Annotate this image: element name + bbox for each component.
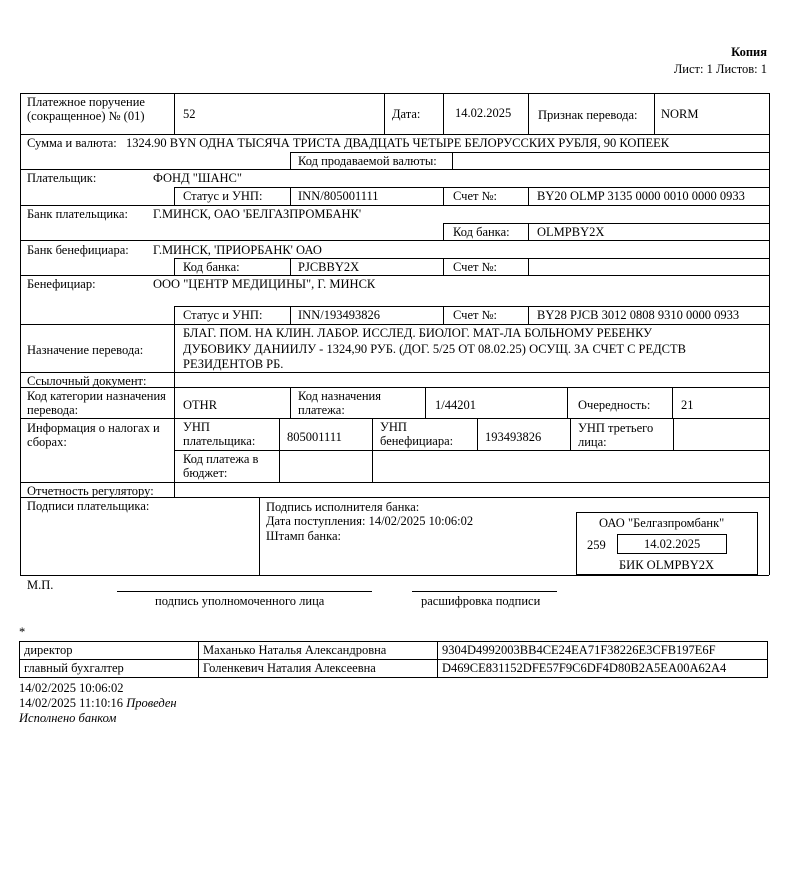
priority-label: Очередность: — [578, 398, 651, 412]
signer-name: Маханько Наталья Александровна — [199, 642, 438, 660]
authorized-sign-caption: подпись уполномоченного лица — [155, 594, 325, 608]
payer-status-label: Статус и УНП: — [183, 189, 263, 203]
payer-account: BY20 OLMP 3135 0000 0010 0000 0933 — [537, 189, 745, 203]
amount-text: 1324.90 BYN ОДНА ТЫСЯЧА ТРИСТА ДВАДЦАТЬ ЧЕТЫРЕ БЕЛОРУССКИХ РУБЛЯ, 90 КОПЕЕК — [126, 136, 670, 150]
date-label: Дата: — [392, 107, 421, 121]
sold-currency-label: Код продаваемой валюты: — [298, 154, 437, 168]
bank-executor-label: Подпись исполнителя банка: — [266, 500, 420, 514]
beneficiary-bank-label: Банк бенефициара: — [27, 243, 129, 257]
beneficiary-bank-name: Г.МИНСК, 'ПРИОРБАНК' ОАО — [153, 243, 322, 257]
third-party-unp-label: УНП третьего лица: — [578, 421, 654, 450]
beneficiary-bank-code-label: Код банка: — [183, 260, 240, 274]
order-date: 14.02.2025 — [455, 106, 512, 120]
tax-beneficiary-unp: 193493826 — [485, 430, 542, 444]
footer-time-2-row — [19, 696, 177, 710]
taxes-label: Информация о налогах и сборах: — [27, 421, 160, 450]
payer-name: ФОНД "ШАНС" — [153, 171, 242, 185]
signer-hash: D469CE831152DFE57F9C6DF4D80B2A5EA00A62A4 — [438, 660, 768, 678]
sign-decode-caption: расшифровка подписи — [421, 594, 541, 608]
regulator-label: Отчетность регулятору: — [27, 484, 154, 498]
table-row — [20, 642, 768, 660]
reference-label: Ссылочный документ: — [27, 374, 147, 388]
purpose-line-2: ДУБОВИКУ ДАНИИЛУ - 1324,90 РУБ. (ДОГ. 5/25 ОТ 08.02.25) ОСУЩ. ЗА СЧЕТ С РЕДСТВ — [183, 342, 686, 356]
purpose-line-1: БЛАГ. ПОМ. НА КЛИН. ЛАБОР. ИССЛЕД. БИОЛОГ. МАТ-ЛА БОЛЬНОМУ РЕБЕНКУ — [183, 326, 653, 340]
footer-status: Проведен — [126, 696, 177, 710]
beneficiary-name: ООО "ЦЕНТР МЕДИЦИНЫ", Г. МИНСК — [153, 277, 376, 291]
payer-unp: INN/805001111 — [298, 189, 379, 203]
beneficiary-unp: INN/193493826 — [298, 308, 380, 322]
beneficiary-unp-label: УНП бенефициара: — [380, 420, 454, 449]
signer-hash: 9304D4992003BB4CE24EA71F38226E3CFB197E6F — [438, 642, 768, 660]
signer-role: главный бухгалтер — [20, 660, 199, 678]
payer-signature-label: Подписи плательщика: — [27, 499, 150, 513]
beneficiary-bank-account-label: Счет №: — [453, 260, 497, 274]
signer-name: Голенкевич Наталия Алексеевна — [199, 660, 438, 678]
purpose-code: 1/44201 — [435, 398, 476, 412]
amount-label: Сумма и валюта: — [27, 136, 117, 150]
payer-account-label: Счет №: — [453, 189, 497, 203]
copy-label: Копия — [731, 45, 767, 59]
purpose-label: Назначение перевода: — [27, 343, 144, 357]
mp-label: М.П. — [27, 578, 54, 592]
payer-bank-label: Банк плательщика: — [27, 207, 128, 221]
stamp-bik: БИК OLMPBY2X — [619, 558, 715, 572]
received-date: Дата поступления: 14/02/2025 10:06:02 — [266, 514, 474, 528]
order-title: Платежное поручение (сокращенное) № (01) — [27, 95, 145, 124]
bank-stamp — [576, 512, 758, 575]
beneficiary-account-label: Счет №: — [453, 308, 497, 322]
purpose-code-label: Код назначения платежа: — [298, 389, 381, 418]
payer-unp-label: УНП плательщика: — [183, 420, 256, 449]
bank-stamp-label: Штамп банка: — [266, 529, 341, 543]
payer-bank-code-label: Код банка: — [453, 225, 510, 239]
transfer-sign: NORM — [661, 107, 699, 121]
beneficiary-status-label: Статус и УНП: — [183, 308, 263, 322]
payer-bank-name: Г.МИНСК, ОАО 'БЕЛГАЗПРОМБАНК' — [153, 207, 362, 221]
beneficiary-bank-code: PJCBBY2X — [298, 260, 360, 274]
transfer-sign-label: Признак перевода: — [538, 108, 638, 122]
signers-table — [19, 641, 768, 678]
footer-time-2: 14/02/2025 11:10:16 — [19, 696, 124, 710]
table-row — [20, 660, 768, 678]
order-number: 52 — [183, 107, 196, 121]
category-value: OTHR — [183, 398, 218, 412]
stamp-bank-name: ОАО "Белгазпромбанк" — [599, 516, 725, 530]
stamp-date: 14.02.2025 — [644, 537, 701, 551]
signer-role: директор — [20, 642, 199, 660]
stamp-number: 259 — [587, 538, 606, 552]
payer-label: Плательщик: — [27, 171, 97, 185]
tax-payer-unp: 805001111 — [287, 430, 342, 444]
stamp-date-box — [617, 534, 727, 554]
purpose-line-3: РЕЗИДЕНТОВ РБ. — [183, 357, 284, 371]
beneficiary-label: Бенефициар: — [27, 277, 96, 291]
payer-bank-code: OLMPBY2X — [537, 225, 605, 239]
asterisk-mark: * — [19, 625, 26, 639]
beneficiary-account: BY28 PJCB 3012 0808 9310 0000 0933 — [537, 308, 740, 322]
category-label: Код категории назначения перевода: — [27, 389, 166, 418]
footer-executed: Исполнено банком — [19, 711, 117, 725]
budget-code-label: Код платежа в бюджет: — [183, 452, 259, 481]
sheets-info: Лист: 1 Листов: 1 — [673, 62, 767, 76]
priority-value: 21 — [681, 398, 694, 412]
footer-time-1: 14/02/2025 10:06:02 — [19, 681, 124, 695]
